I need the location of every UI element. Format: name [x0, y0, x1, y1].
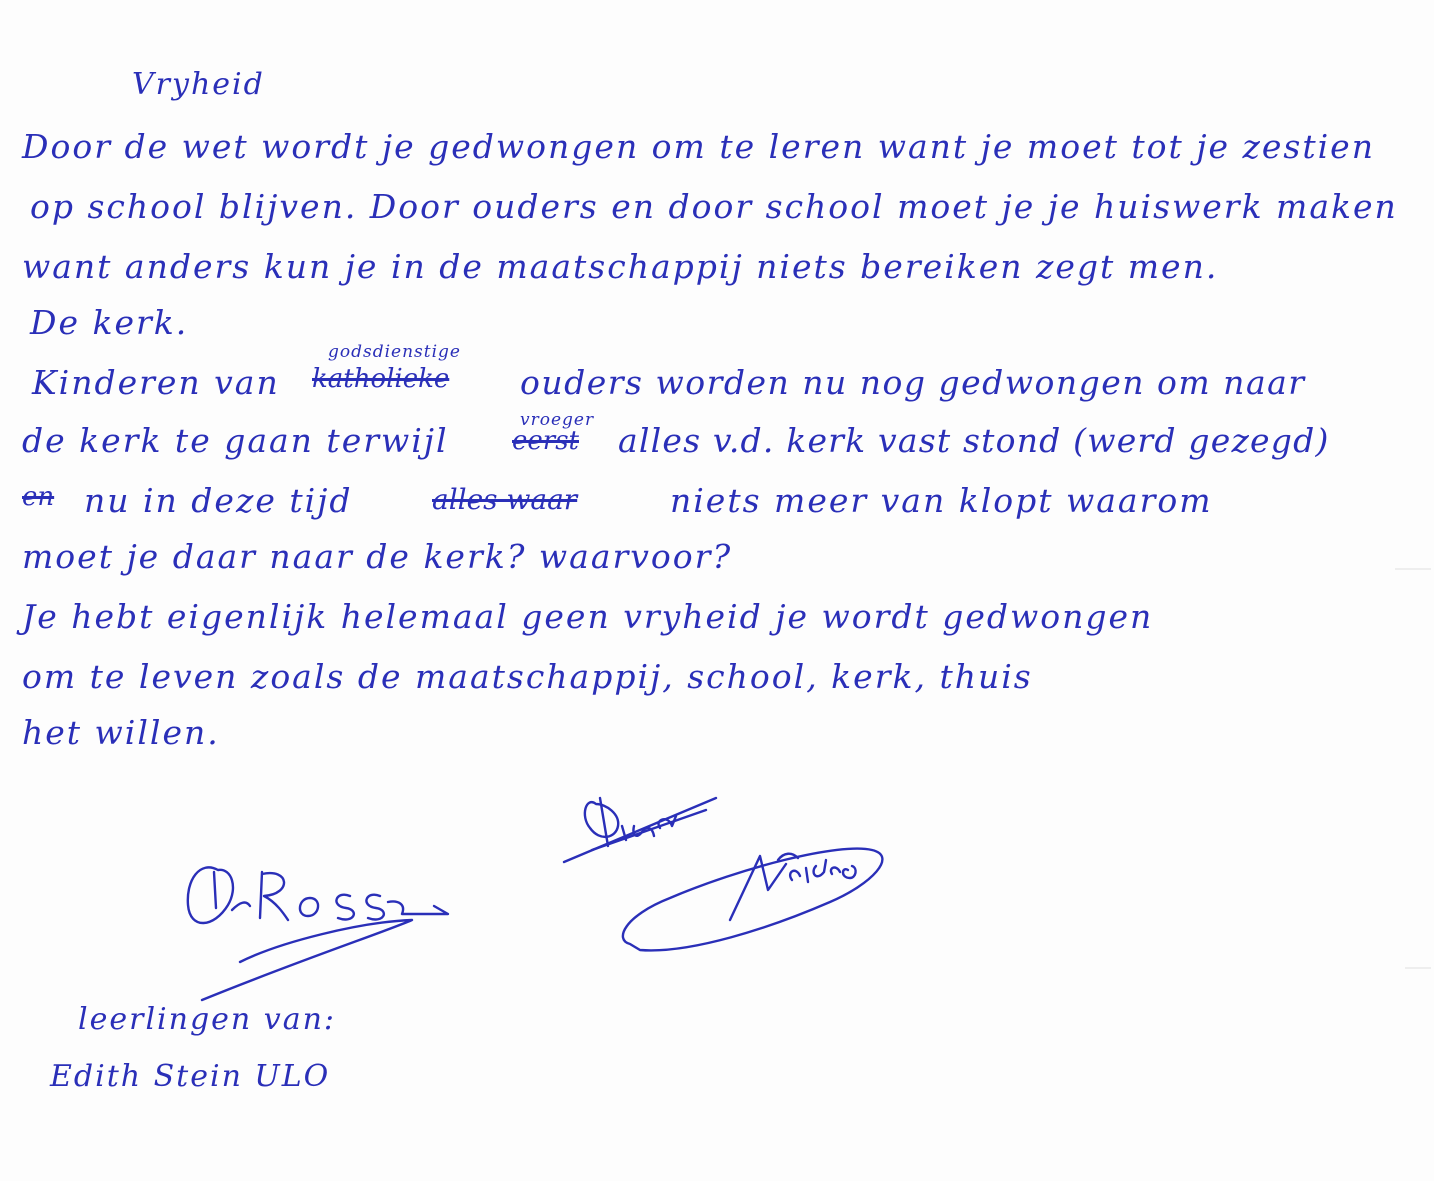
closing-label: leerlingen van:	[78, 1002, 337, 1037]
inserted-word-godsdienstige: godsdienstige	[328, 342, 461, 362]
letter-line-10: om te leven zoals de maatschappij, school, kerk, thuis	[22, 657, 1033, 696]
letter-line-3: want anders kun je in de maatschappij niets bereiken zegt men.	[22, 247, 1219, 286]
letter-line-9: Je hebt eigenlijk helemaal geen vryheid je wordt gedwongen	[22, 597, 1154, 636]
scan-mark	[1405, 967, 1431, 969]
signature-rossy	[180, 850, 460, 1010]
crossed-word-katholieke: katholieke	[312, 364, 450, 394]
letter-line-7a: nu in deze tijd	[84, 481, 353, 520]
section-heading: De kerk.	[30, 303, 189, 342]
crossed-words-alles-waar: alles waar	[432, 483, 578, 516]
letter-line-2: op school blijven. Door ouders en door school moet je je huiswerk maken	[30, 187, 1398, 226]
signature-widders	[610, 820, 900, 970]
letter-title: Vryheid	[132, 67, 265, 102]
letter-line-5b: ouders worden nu nog gedwongen om naar	[520, 363, 1306, 402]
letter-line-6a: de kerk te gaan terwijl	[22, 421, 449, 460]
letter-line-1: Door de wet wordt je gedwongen om te leren want je moet tot je zestien	[22, 127, 1375, 166]
crossed-word-en: en	[22, 482, 55, 512]
school-name: Edith Stein ULO	[50, 1059, 331, 1094]
letter-line-11: het willen.	[22, 713, 220, 752]
letter-line-7b: niets meer van klopt waarom	[670, 481, 1213, 520]
scan-mark	[1395, 568, 1431, 570]
letter-line-5a: Kinderen van	[32, 363, 280, 402]
letter-line-8: moet je daar naar de kerk? waarvoor?	[22, 537, 733, 576]
letter-line-6b: alles v.d. kerk vast stond (werd gezegd)	[618, 421, 1330, 460]
crossed-word-eerst: eerst	[512, 426, 579, 456]
inserted-word-vroeger: vroeger	[520, 410, 595, 430]
